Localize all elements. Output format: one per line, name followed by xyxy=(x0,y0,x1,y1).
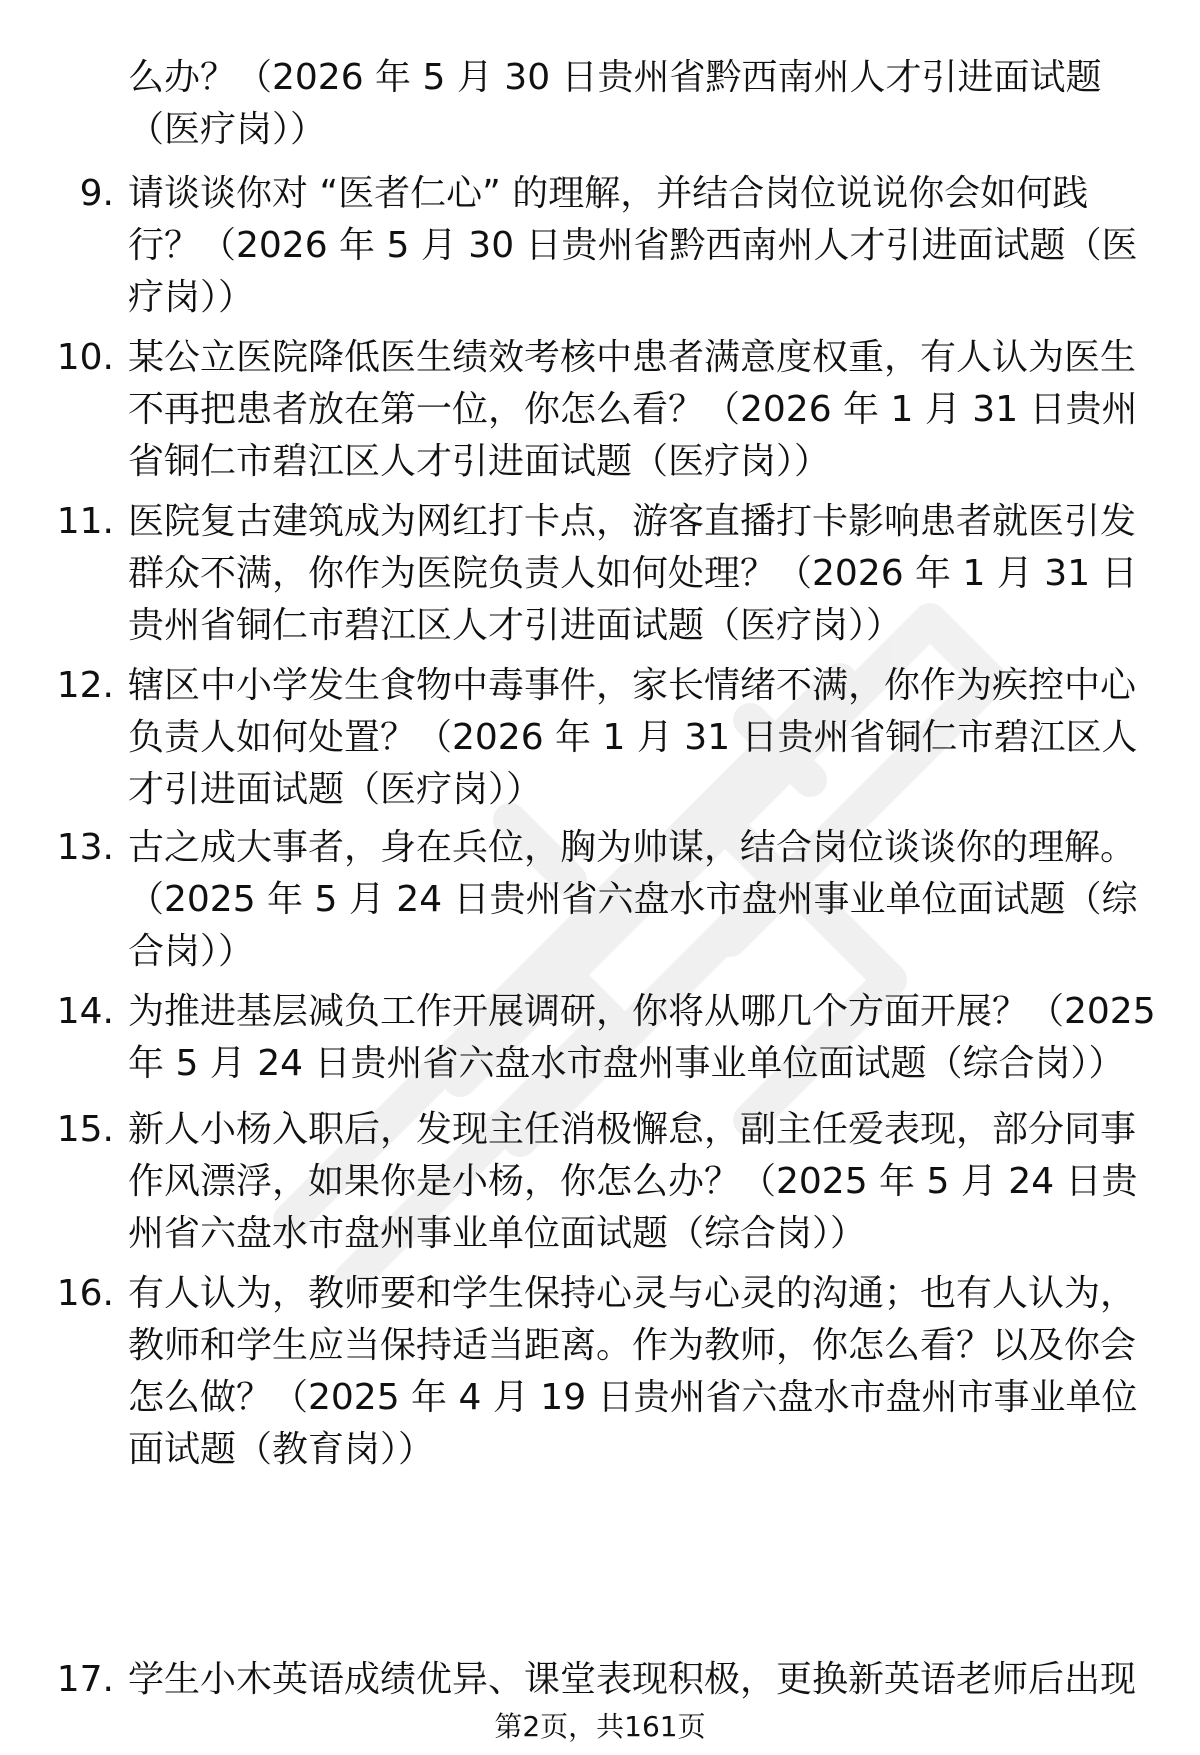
text-line: （2025 年 5 月 24 日贵州省六盘水市盘州事业单位面试题（综 xyxy=(128,879,1138,920)
text-line: 行？（2026 年 5 月 30 日贵州省黔西南州人才引进面试题（医 xyxy=(128,225,1138,266)
item-text xyxy=(128,1104,1160,1260)
item-text xyxy=(128,168,1160,324)
text-line: 么办？（2026 年 5 月 30 日贵州省黔西南州人才引进面试题 xyxy=(128,57,1102,98)
text-line: 贵州省铜仁市碧江区人才引进面试题（医疗岗）） xyxy=(128,605,903,646)
text-line: 疗岗）） xyxy=(128,277,255,318)
item-number: 12. xyxy=(56,665,114,706)
text-line: 负责人如何处置？（2026 年 1 月 31 日贵州省铜仁市碧江区人 xyxy=(128,717,1138,758)
text-line: 学生小木英语成绩优异、课堂表现积极，更换新英语老师后出现 xyxy=(128,1659,1137,1700)
item-text xyxy=(128,496,1160,652)
text-line: 教师和学生应当保持适当距离。作为教师，你怎么看？以及你会 xyxy=(128,1325,1137,1366)
item-number: 15. xyxy=(56,1109,114,1150)
text-line: 州省六盘水市盘州事业单位面试题（综合岗）） xyxy=(128,1213,867,1254)
continuation-text xyxy=(128,52,1158,156)
item-text xyxy=(128,332,1160,488)
text-line: 面试题（教育岗）） xyxy=(128,1429,435,1470)
item-number: 11. xyxy=(56,501,114,542)
text-line: 某公立医院降低医生绩效考核中患者满意度权重，有人认为医生 xyxy=(128,337,1137,378)
text-line: 年 5 月 24 日贵州省六盘水市盘州事业单位面试题（综合岗）） xyxy=(128,1043,1125,1084)
text-line: 古之成大事者，身在兵位，胸为帅谋，结合岗位谈谈你的理解。 xyxy=(128,827,1137,868)
text-line: 作风漂浮，如果你是小杨，你怎么办？（2025 年 5 月 24 日贵 xyxy=(128,1161,1138,1202)
text-line: 请谈谈你对 “医者仁心” 的理解，并结合岗位说说你会如何践 xyxy=(128,173,1089,214)
text-line: 省铜仁市碧江区人才引进面试题（医疗岗）） xyxy=(128,441,831,482)
text-line: 合岗）） xyxy=(128,931,255,972)
item-text xyxy=(128,986,1160,1090)
text-line: 群众不满，你作为医院负责人如何处理？（2026 年 1 月 31 日 xyxy=(128,553,1138,594)
item-text xyxy=(128,1268,1160,1476)
text-line: 不再把患者放在第一位，你怎么看？（2026 年 1 月 31 日贵州 xyxy=(128,389,1138,430)
text-line: 新人小杨入职后，发现主任消极懈怠，副主任爱表现，部分同事 xyxy=(128,1109,1137,1150)
item-number: 9. xyxy=(79,173,114,214)
text-line: （医疗岗）） xyxy=(128,109,327,150)
text-line: 才引进面试题（医疗岗）） xyxy=(128,769,543,810)
text-line: 医院复古建筑成为网红打卡点，游客直播打卡影响患者就医引发 xyxy=(128,501,1137,542)
item-number: 17. xyxy=(56,1659,114,1700)
text-line: 有人认为，教师要和学生保持心灵与心灵的沟通；也有人认为， xyxy=(128,1273,1137,1314)
item-number: 14. xyxy=(56,991,114,1032)
item-text xyxy=(128,1654,1160,1706)
item-number: 16. xyxy=(56,1273,114,1314)
item-text xyxy=(128,660,1160,816)
text-line: 辖区中小学发生食物中毒事件，家长情绪不满，你作为疾控中心 xyxy=(128,665,1137,706)
item-number: 13. xyxy=(56,827,114,868)
page-number: 第2页，共161页 xyxy=(494,1710,706,1743)
item-number: 10. xyxy=(56,337,114,378)
text-line: 怎么做？（2025 年 4 月 19 日贵州省六盘水市盘州市事业单位 xyxy=(128,1377,1138,1418)
item-text xyxy=(128,822,1160,978)
text-line: 为推进基层减负工作开展调研，你将从哪几个方面开展？（2025 xyxy=(128,991,1156,1032)
